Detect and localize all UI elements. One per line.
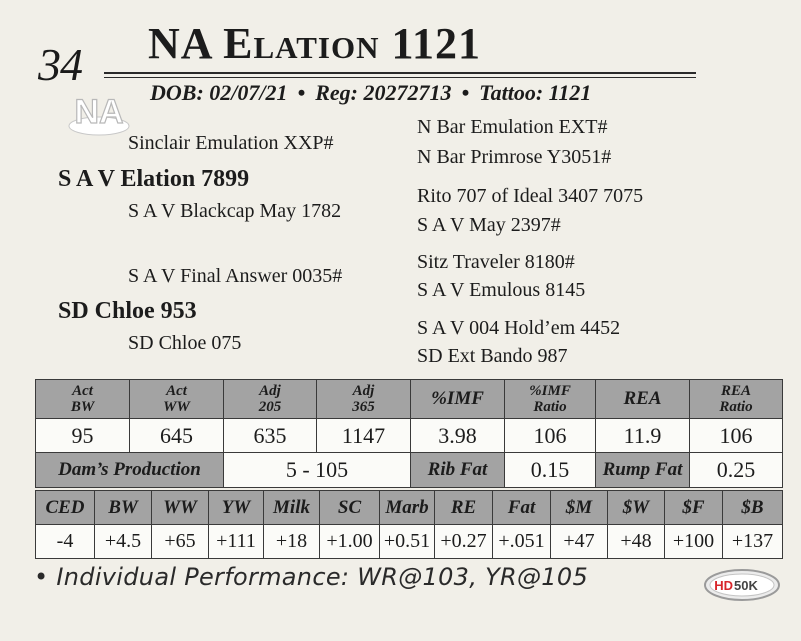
epd-value-sc: +1.00 xyxy=(320,525,380,559)
tattoo: Tattoo: 1121 xyxy=(479,80,592,105)
pedigree-right-7: S A V 004 Hold’em 4452 xyxy=(417,317,621,339)
badge-50k-text: 50K xyxy=(734,578,758,593)
epd-header-milk: Milk xyxy=(264,491,320,525)
pedigree-right-8: SD Ext Bando 987 xyxy=(417,345,568,367)
pedigree-right-1: N Bar Emulation EXT# xyxy=(417,116,608,138)
sire-dam: S A V Blackcap May 1782 xyxy=(128,200,342,222)
epd-header-row xyxy=(36,491,783,525)
dams-production-value: 5 - 105 xyxy=(224,453,411,488)
pedigree-right-2: N Bar Primrose Y3051# xyxy=(417,146,612,168)
rib-fat-label: Rib Fat xyxy=(411,453,505,488)
individual-performance-note xyxy=(34,563,588,591)
title-rule xyxy=(104,72,696,74)
rump-fat-label: Rump Fat xyxy=(596,453,690,488)
epd-table xyxy=(35,490,783,559)
epd-header-b: $B xyxy=(723,491,783,525)
performance-table xyxy=(35,379,783,488)
epd-value-row xyxy=(36,525,783,559)
bullet-separator: • xyxy=(461,80,470,105)
value-imf: 3.98 xyxy=(411,419,505,453)
epd-value-bw: +4.5 xyxy=(95,525,152,559)
title-rule-thin xyxy=(104,77,696,78)
value-act-ww: 645 xyxy=(130,419,224,453)
epd-header-ced: CED xyxy=(36,491,95,525)
epd-value-ced: -4 xyxy=(36,525,95,559)
epd-value-w: +48 xyxy=(608,525,665,559)
badge-hd-text: HD xyxy=(714,578,733,593)
epd-value-re: +0.27 xyxy=(435,525,493,559)
epd-value-f: +100 xyxy=(665,525,723,559)
epd-value-yw: +111 xyxy=(209,525,264,559)
dam-sire: S A V Final Answer 0035# xyxy=(128,265,343,287)
rib-fat-value: 0.15 xyxy=(505,453,596,488)
epd-header-re: RE xyxy=(435,491,493,525)
footer-note-text: Individual Performance: WR@103, YR@105 xyxy=(56,563,589,591)
epd-value-ww: +65 xyxy=(152,525,209,559)
registration-number: Reg: 20272713 xyxy=(315,80,452,105)
epd-header-bw: BW xyxy=(95,491,152,525)
bullet-separator: • xyxy=(297,80,306,105)
header-rea-ratio: REA Ratio xyxy=(690,380,783,419)
value-adj-205: 635 xyxy=(224,419,317,453)
value-adj-365: 1147 xyxy=(317,419,411,453)
dam-dam: SD Chloe 075 xyxy=(128,332,242,354)
sire: S A V Elation 7899 xyxy=(58,166,250,192)
rump-fat-value: 0.25 xyxy=(690,453,783,488)
epd-header-ww: WW xyxy=(152,491,209,525)
lot-number: 34 xyxy=(38,39,82,90)
epd-header-f: $F xyxy=(665,491,723,525)
performance-header-row xyxy=(36,380,783,419)
header-rea: REA xyxy=(596,380,690,419)
dam: SD Chloe 953 xyxy=(58,298,197,324)
pedigree-right-5: Sitz Traveler 8180# xyxy=(417,251,575,273)
na-logo-text: NA xyxy=(74,93,124,131)
epd-header-sc: SC xyxy=(320,491,380,525)
header-imf-ratio: %IMF Ratio xyxy=(505,380,596,419)
epd-value-fat: +.051 xyxy=(493,525,551,559)
epd-header-marb: Marb xyxy=(380,491,435,525)
header-act-ww: Act WW xyxy=(130,380,224,419)
dams-production-row xyxy=(36,453,783,488)
epd-value-b: +137 xyxy=(723,525,783,559)
epd-header-m: $M xyxy=(551,491,608,525)
pedigree-right-4: S A V May 2397# xyxy=(417,214,561,236)
pedigree-right-6: S A V Emulous 8145 xyxy=(417,279,586,301)
hd50k-badge-icon xyxy=(703,568,781,602)
identification-line xyxy=(150,80,591,106)
epd-header-yw: YW xyxy=(209,491,264,525)
header-adj-205: Adj 205 xyxy=(224,380,317,419)
dob: DOB: 02/07/21 xyxy=(150,80,288,105)
epd-value-marb: +0.51 xyxy=(380,525,435,559)
footer-bullet: • xyxy=(34,563,49,591)
animal-name: NA Elation 1121 xyxy=(148,19,482,68)
sire-sire: Sinclair Emulation XXP# xyxy=(128,132,334,154)
value-rea: 11.9 xyxy=(596,419,690,453)
performance-value-row xyxy=(36,419,783,453)
pedigree-right-3: Rito 707 of Ideal 3407 7075 xyxy=(417,185,644,207)
epd-value-milk: +18 xyxy=(264,525,320,559)
epd-header-fat: Fat xyxy=(493,491,551,525)
header-act-bw: Act BW xyxy=(36,380,130,419)
na-logo-icon xyxy=(66,90,132,136)
dams-production-label: Dam’s Production xyxy=(36,453,224,488)
epd-header-w: $W xyxy=(608,491,665,525)
epd-value-m: +47 xyxy=(551,525,608,559)
header-adj-365: Adj 365 xyxy=(317,380,411,419)
header-imf: %IMF xyxy=(411,380,505,419)
value-act-bw: 95 xyxy=(36,419,130,453)
value-rea-ratio: 106 xyxy=(690,419,783,453)
value-imf-ratio: 106 xyxy=(505,419,596,453)
